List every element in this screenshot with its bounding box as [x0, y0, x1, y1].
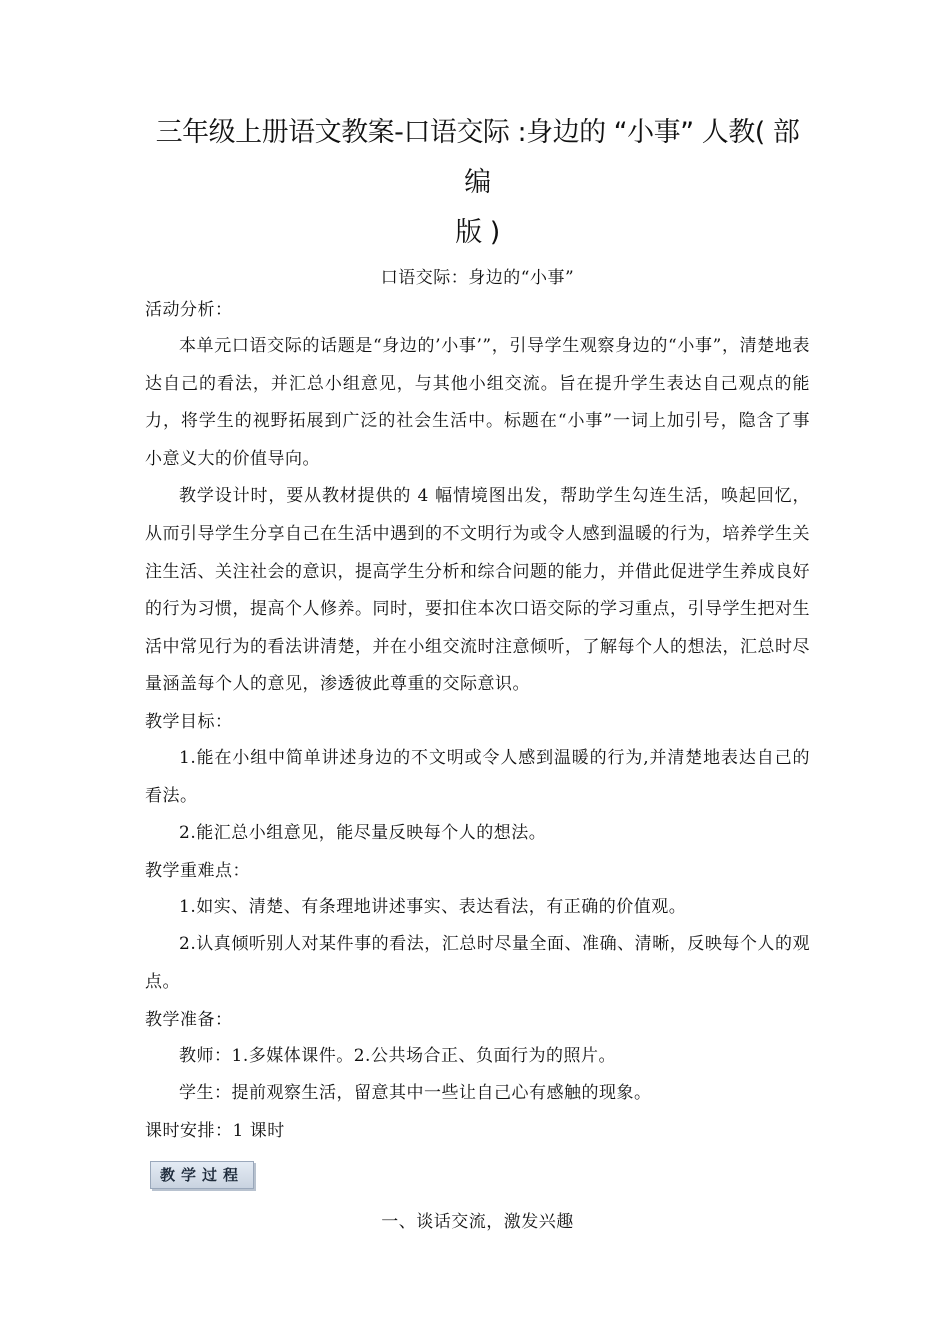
document-title-line2: 版 ): [455, 217, 500, 248]
document-title: [145, 108, 810, 258]
teaching-goal-item: 2.能汇总小组意见，能尽量反映每个人的想法。: [179, 823, 547, 844]
preparation-item: 学生：提前观察生活，留意其中一些让自己心有感触的现象。: [179, 1083, 652, 1104]
document-title-line1: 三年级上册语文教案-口语交际 :身边的 “小事” 人教( 部编: [155, 117, 800, 198]
document-subtitle: 口语交际：身边的“小事”: [380, 268, 575, 288]
key-points-heading: 教学重难点：: [145, 860, 250, 881]
process-badge: 教学过程: [150, 1161, 254, 1189]
process-badge-wrapper: [145, 1161, 810, 1191]
key-point-item: 1.如实、清楚、有条理地讲述事实、表达看法，有正确的价值观。: [179, 896, 687, 917]
teaching-goals-heading: 教学目标：: [145, 711, 233, 732]
activity-analysis-heading: 活动分析：: [145, 300, 233, 320]
process-step-heading: 一、谈话交流，激发兴趣: [381, 1211, 574, 1232]
preparation-heading: 教学准备：: [145, 1009, 233, 1030]
schedule-line: 课时安排：1 课时: [145, 1120, 285, 1141]
preparation-item: 教师：1.多媒体课件。2.公共场合正、负面行为的照片。: [179, 1045, 616, 1066]
activity-analysis-paragraph: 本单元口语交际的话题是“身边的’小事’”，引导学生观察身边的“小事”，清楚地表达自己的看法，并汇总小组意见，与其他小组交流。旨在提升学生表达自己观点的能力，将学生的视野拓展到广泛的社会生活中。标题在“小事”一词上加引号，隐含了事小意义大的价值导向。: [145, 336, 810, 469]
activity-analysis-paragraph: 教学设计时，要从教材提供的 4 幅情境图出发，帮助学生勾连生活，唤起回忆，从而引导学生分享自己在生活中遇到的不文明行为或令人感到温暖的行为，培养学生关注生活、关注社会的意识，提高学生分析和综合问题的能力，并借此促进学生养成良好的行为习惯，提高个人修养。同时，要扣住本次口语交际的学习重点，引导学生把对生活中常见行为的看法讲清楚，并在小组交流时注意倾听，了解每个人的想法，汇总时尽量涵盖每个人的意见，渗透彼此尊重的交际意识。: [145, 486, 810, 695]
document-page: [145, 108, 810, 1237]
key-point-item: 2.认真倾听别人对某件事的看法，汇总时尽量全面、准确、清晰，反映每个人的观点。: [145, 934, 810, 992]
teaching-goal-item: 1.能在小组中简单讲述身边的不文明或令人感到温暖的行为,并清楚地表达自己的看法。: [145, 747, 810, 806]
